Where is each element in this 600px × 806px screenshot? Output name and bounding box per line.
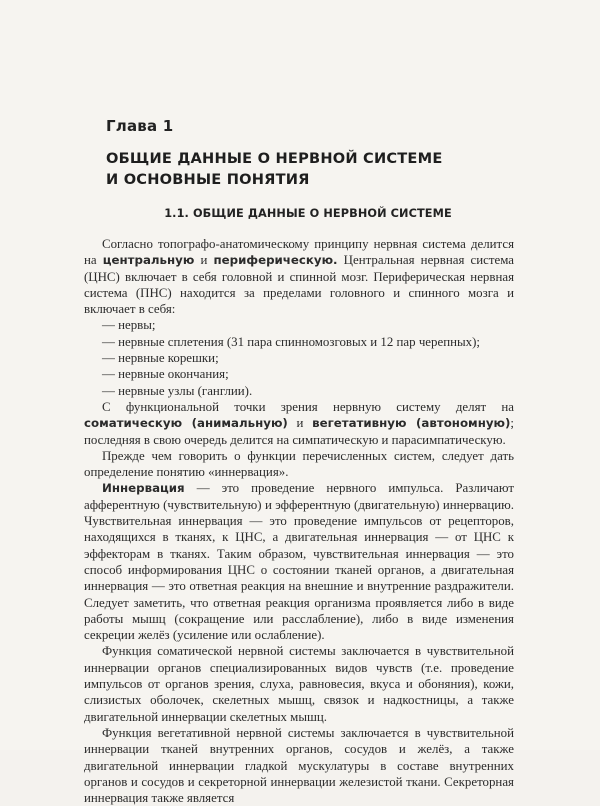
list-item: — нервные окончания;: [102, 367, 229, 382]
section-title: 1.1. ОБЩИЕ ДАННЫЕ О НЕРВНОЙ СИСТЕМЕ: [164, 207, 452, 220]
chapter-label: Глава 1: [106, 117, 174, 135]
pns-components-list: [84, 317, 514, 398]
body-text: [84, 236, 514, 806]
list-item: — нервы;: [102, 318, 156, 333]
paragraph-6: Функция вегетативной нервной системы заключается в чувствительной иннервации тканей внутренних органов, сосудов и желёз, а также двигательной иннервации гладкой мускулатуры в составе внутренних органов и сосудов и секреторной иннервации железистой ткани. Секреторная иннервация также является: [84, 725, 514, 806]
text-run: Согласно топографо-анатомическому принципу нервная система делится на: [84, 237, 514, 268]
chapter-title-line-1: ОБЩИЕ ДАННЫЕ О НЕРВНОЙ СИСТЕМЕ: [106, 150, 443, 167]
text-run: и: [287, 416, 313, 431]
term-innervation: Иннервация: [102, 481, 185, 496]
text-run: и: [194, 253, 214, 268]
text-run: С функциональной точки зрения нервную систему делят на: [102, 399, 514, 414]
list-item: — нервные сплетения (31 пара спинномозговых и 12 пар черепных);: [102, 334, 480, 349]
paragraph-1: [84, 236, 514, 317]
term-peripheral: периферическую.: [213, 253, 338, 268]
text-run: — это проведение нервного импульса. Различают афферентную (чувствительную) и эфферентную (двигательную) иннервацию. Чувствительная иннервация — это проведение импульсов от рецепторов, находящихся в тканях, к ЦНС, а двигательная иннервация — от ЦНС к эффекторам в тканях. Таким образом, чувствительная иннервация — это способ информирования ЦНС о состоянии тканей органов, а двигательная иннервация — это ответная реакция на внешние и внутренние раздражители. Следует заметить, что ответная реакция организма проявляется либо в виде работы мышц (сокращение или расслабление), либо в виде изменения секреции желёз (усиление или ослабление).: [84, 481, 514, 643]
text-run: ; последняя в свою очередь делится на симпатическую и парасимпатическую.: [84, 416, 514, 447]
list-item: — нервные корешки;: [102, 351, 219, 366]
paragraph-2: [84, 399, 514, 448]
term-vegetative: вегетативную (автономную): [312, 416, 511, 431]
paragraph-4: [84, 480, 514, 643]
chapter-title: [106, 148, 526, 190]
paragraph-3: Прежде чем говорить о функции перечисленных систем, следует дать определение понятию «иннервация».: [84, 448, 514, 480]
chapter-title-line-2: И ОСНОВНЫЕ ПОНЯТИЯ: [106, 171, 310, 188]
text-run: Центральная нервная система (ЦНС) включает в себя головной и спинной мозг. Периферическая нервная система (ПНС) находится за пределами головного и спинного мозга и включает в себя:: [84, 253, 514, 317]
term-somatic: соматическую (анимальную): [84, 416, 288, 431]
list-item: — нервные узлы (ганглии).: [102, 383, 253, 398]
term-central: центральную: [102, 253, 195, 268]
paragraph-5: Функция соматической нервной системы заключается в чувствительной иннервации органов специализированных видов чувств (т.е. проведение импульсов от органов зрения, слуха, равновесия, вкуса и обоняния), кожи, слизистых оболочек, скелетных мышц, связок и надкостницы, а также двигательной иннервации скелетных мышц.: [84, 644, 514, 724]
